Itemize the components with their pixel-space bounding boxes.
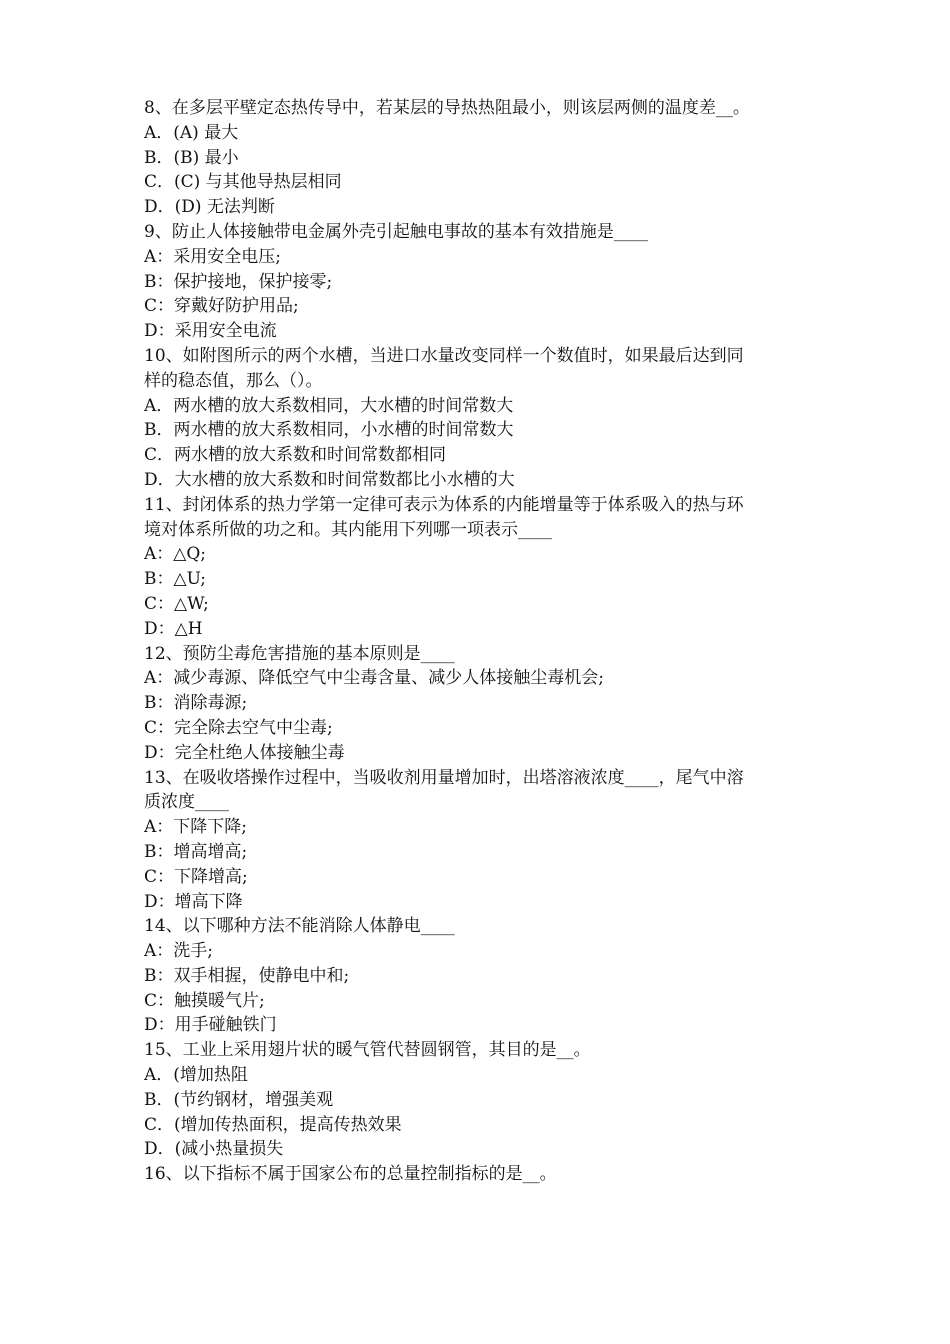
option-a: A：洗手;: [144, 941, 214, 962]
option-b: B：双手相握，使静电中和;: [144, 965, 350, 986]
option-b: B．两水槽的放大系数相同，小水槽的时间常数大: [144, 420, 514, 441]
question-stem: 9、防止人体接触带电金属外壳引起触电事故的基本有效措施是____: [144, 221, 648, 242]
question-15: [144, 1038, 814, 1162]
question-stem-cont: 质浓度____: [144, 792, 229, 813]
question-8: [144, 96, 814, 220]
option-b: B：消除毒源;: [144, 693, 248, 714]
option-c: C．(增加传热面积，提高传热效果: [144, 1114, 402, 1135]
question-10: [144, 344, 814, 493]
option-c: C．两水槽的放大系数和时间常数都相同: [144, 445, 447, 466]
question-stem-cont: 境对体系所做的功之和。其内能用下列哪一项表示____: [144, 519, 552, 540]
question-stem: 16、以下指标不属于国家公布的总量控制指标的是__。: [144, 1164, 557, 1185]
option-c: C：下降增高;: [144, 866, 248, 887]
option-d: D．(减小热量损失: [144, 1139, 284, 1160]
question-9: [144, 220, 814, 344]
option-d: D：△H: [144, 618, 203, 639]
option-c: C．(C) 与其他导热层相同: [144, 172, 342, 193]
option-b: B．(节约钢材，增强美观: [144, 1089, 334, 1110]
question-stem: 11、封闭体系的热力学第一定律可表示为体系的内能增量等于体系吸入的热与环: [144, 494, 744, 515]
question-16: [144, 1162, 814, 1187]
option-a: A：下降下降;: [144, 817, 248, 838]
option-c: C：触摸暖气片;: [144, 990, 265, 1011]
option-d: D：增高下降: [144, 891, 243, 912]
option-c: C：穿戴好防护用品;: [144, 296, 299, 317]
option-c: C：△W;: [144, 593, 209, 614]
option-a: A：△Q;: [144, 544, 207, 565]
option-b: B：增高增高;: [144, 841, 248, 862]
option-a: A．(增加热阻: [144, 1065, 248, 1086]
question-stem: 10、如附图所示的两个水槽，当进口水量改变同样一个数值时，如果最后达到同: [144, 345, 744, 366]
option-a: A．(A) 最大: [144, 122, 239, 143]
option-a: A：减少毒源、降低空气中尘毒含量、减少人体接触尘毒机会;: [144, 668, 605, 689]
question-stem-cont: 样的稳态值，那么（）。: [144, 370, 323, 391]
option-d: D．大水槽的放大系数和时间常数都比小水槽的大: [144, 469, 515, 490]
question-stem: 15、工业上采用翅片状的暖气管代替圆钢管，其目的是__。: [144, 1040, 591, 1061]
question-13: [144, 766, 814, 915]
option-d: D．(D) 无法判断: [144, 197, 275, 218]
question-14: [144, 914, 814, 1038]
option-a: A：采用安全电压;: [144, 246, 282, 267]
option-d: D：完全杜绝人体接触尘毒: [144, 742, 345, 763]
question-stem: 13、在吸收塔操作过程中，当吸收剂用量增加时，出塔溶液浓度____，尾气中溶: [144, 767, 744, 788]
question-stem: 12、预防尘毒危害措施的基本原则是____: [144, 643, 455, 664]
option-a: A．两水槽的放大系数相同，大水槽的时间常数大: [144, 395, 514, 416]
question-11: [144, 493, 814, 642]
document-page: [144, 96, 814, 1187]
option-b: B：保护接地，保护接零;: [144, 271, 333, 292]
option-c: C：完全除去空气中尘毒;: [144, 717, 333, 738]
question-stem: 14、以下哪种方法不能消除人体静电____: [144, 916, 455, 937]
option-b: B：△U;: [144, 569, 207, 590]
option-d: D：用手碰触铁门: [144, 1015, 277, 1036]
question-stem: 8、在多层平壁定态热传导中，若某层的导热热阻最小，则该层两侧的温度差__。: [144, 98, 750, 118]
option-b: B．(B) 最小: [144, 147, 239, 168]
question-12: [144, 642, 814, 766]
option-d: D：采用安全电流: [144, 321, 277, 342]
